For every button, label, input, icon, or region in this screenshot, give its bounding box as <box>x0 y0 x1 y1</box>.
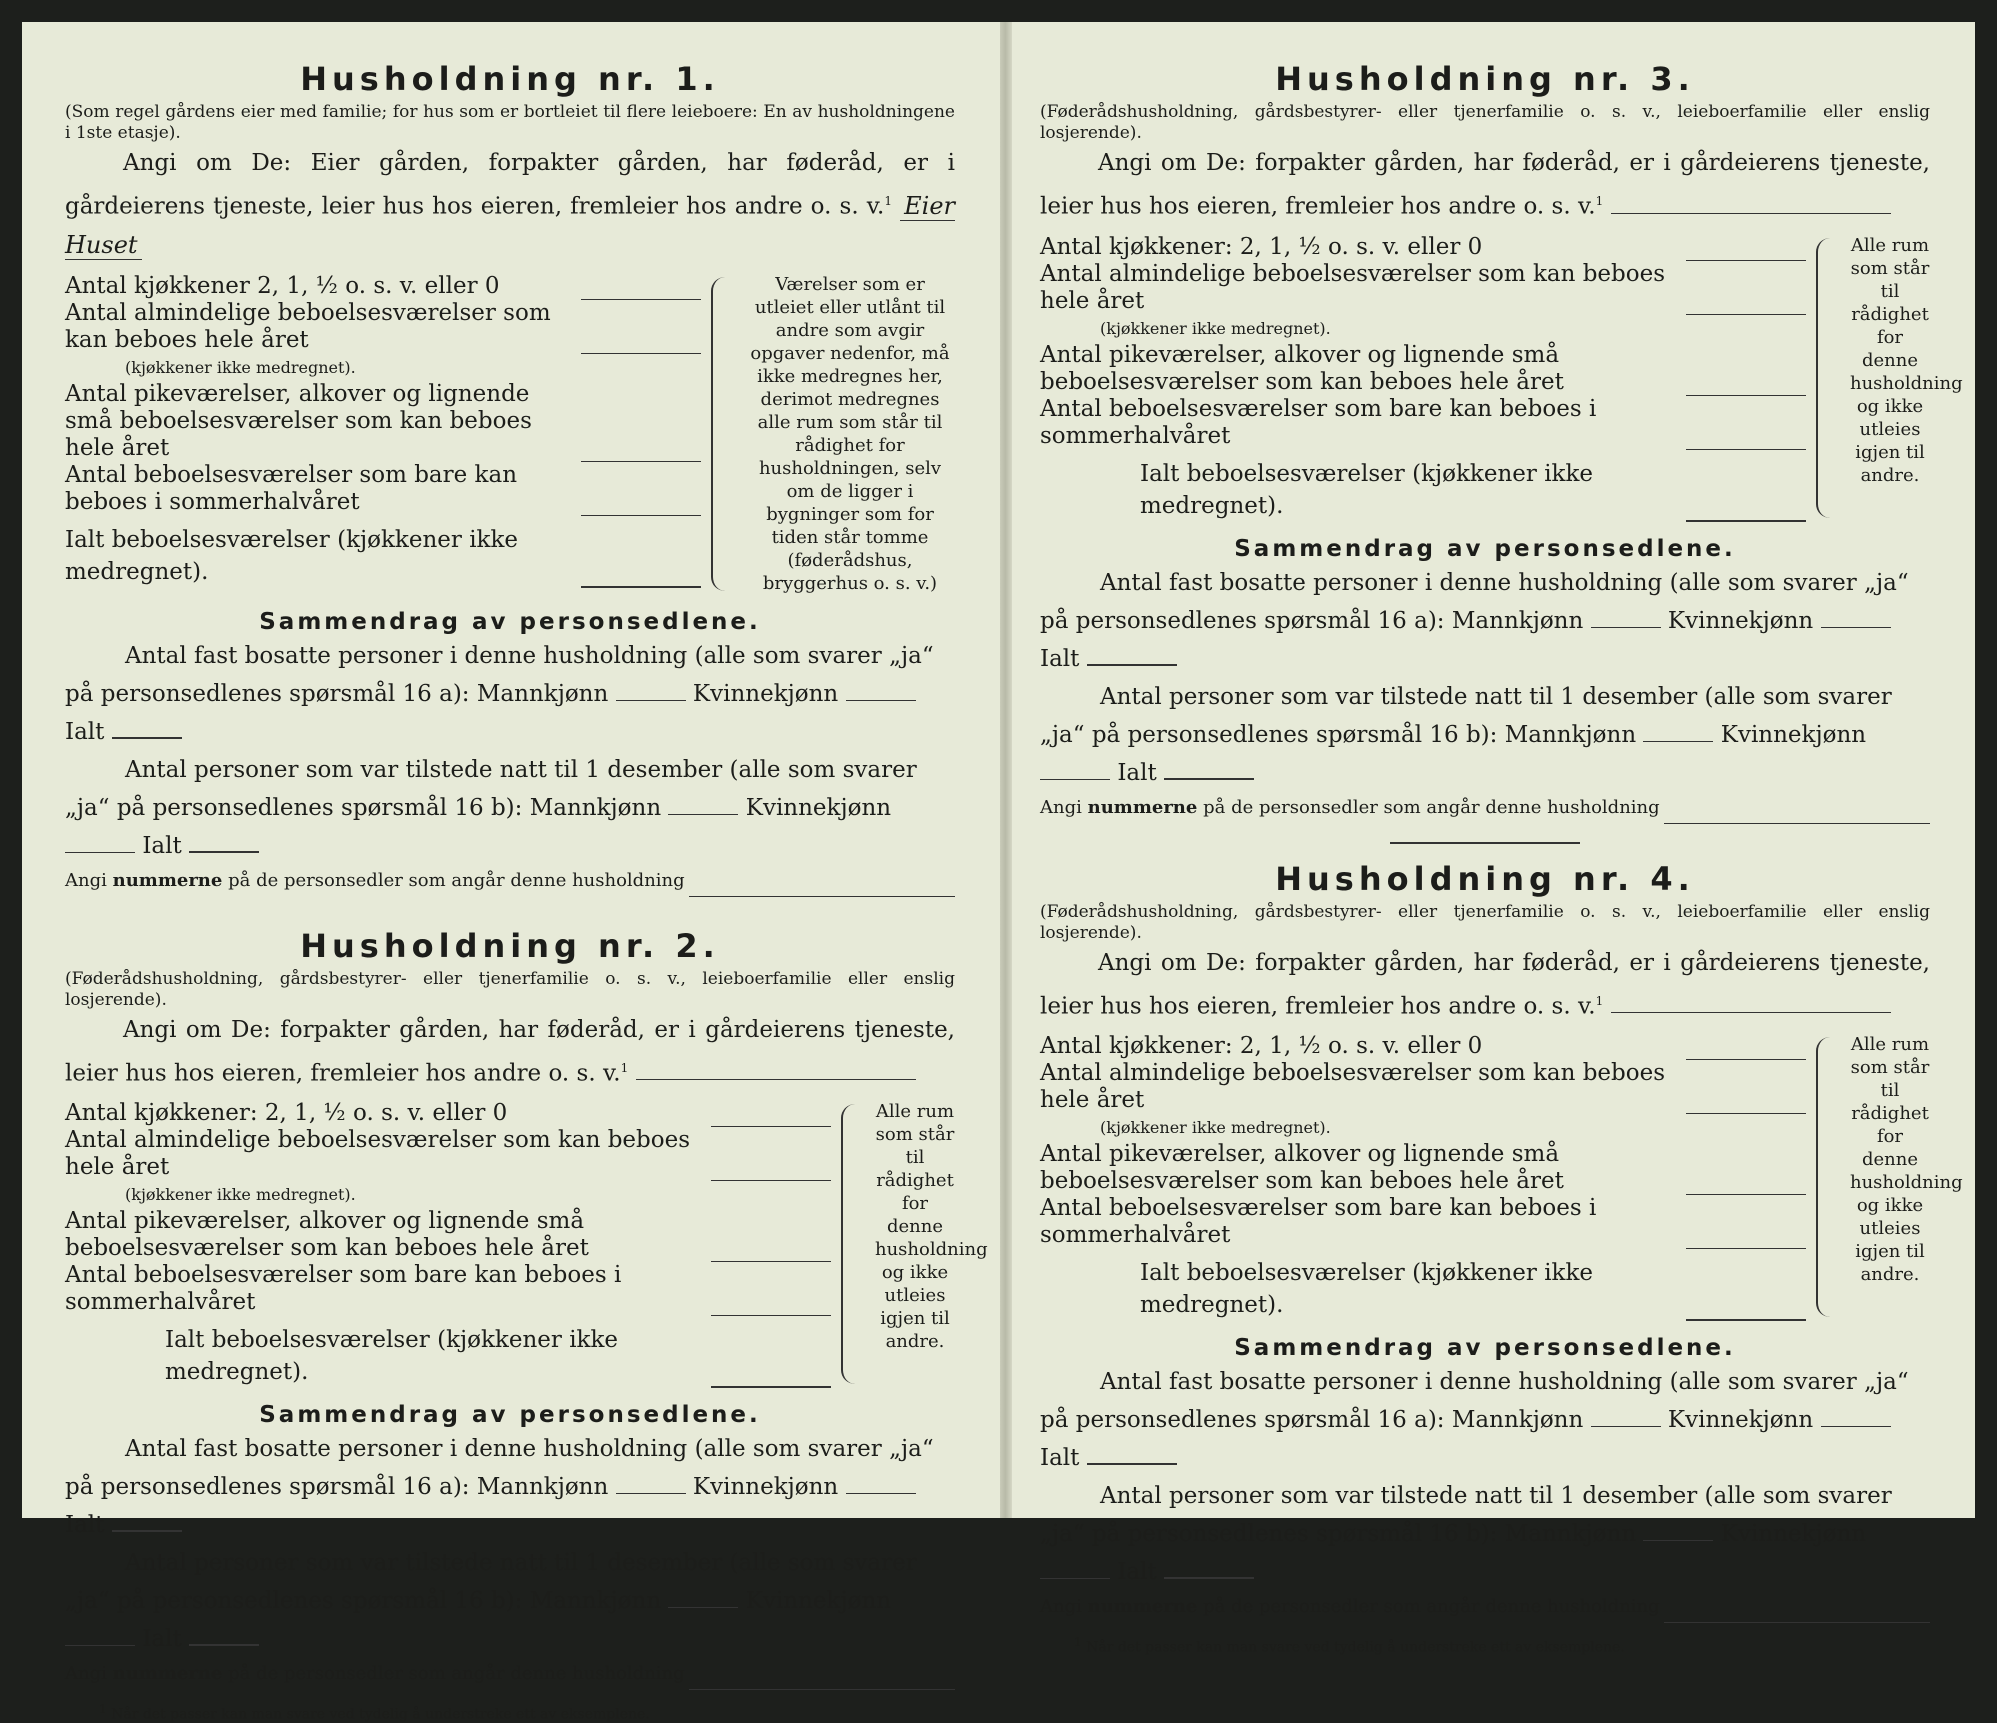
household-3 <box>1040 60 1963 824</box>
residents-total-field[interactable] <box>1087 1445 1177 1465</box>
slip-numbers-pre: Angi <box>1040 796 1082 818</box>
footnote-ref: 1 <box>1595 993 1604 1008</box>
slip-numbers-post: på de personsedler som angår denne husholdning <box>1203 1596 1660 1618</box>
kitchens-field[interactable] <box>1686 1037 1806 1060</box>
brace <box>841 1104 867 1384</box>
rooms-note: Alle rum som står til rådighet for denne husholdning og ikke utleies igjen til andre. <box>875 1101 988 1353</box>
total-rooms-field[interactable] <box>711 1364 831 1388</box>
room-lines <box>1040 234 1806 522</box>
present-male-field[interactable] <box>668 1589 738 1608</box>
slip-numbers-pre: Angi <box>65 869 107 891</box>
ordinary-rooms-label: Antal almindelige beboelsesværelser som kan beboes hele året <box>65 1127 691 1181</box>
residents-female-field[interactable] <box>1821 1408 1891 1427</box>
household-2 <box>65 926 988 1723</box>
footnote-ref: 1 <box>884 194 892 208</box>
slip-numbers-row <box>1040 1591 1930 1623</box>
footnote-text: Når det passer kan man svare ved tydelig å understreke ett av eksemplene. <box>1086 1639 1625 1656</box>
present-total-label: Ialt <box>1117 759 1157 786</box>
present-total-label: Ialt <box>1117 1559 1157 1586</box>
slip-numbers-pre: Angi <box>1040 1596 1082 1618</box>
slip-numbers-bold: nummerne <box>1087 796 1198 818</box>
summer-rooms-field[interactable] <box>1686 1226 1806 1249</box>
footnote <box>65 1702 955 1723</box>
household-intro: (Føderådshusholdning, gårdsbestyrer- eller tjenerfamilie o. s. v., leieboerfamilie eller enslig losjerende). <box>1040 901 1930 943</box>
present-female-label: Kvinnekjønn <box>1720 1521 1867 1548</box>
residents-total-label: Ialt <box>65 1512 105 1539</box>
residents-total-label: Ialt <box>65 718 105 745</box>
present-total-label: Ialt <box>142 832 182 859</box>
present-total-label: Ialt <box>142 1626 182 1653</box>
rooms-note: Alle rum som står til rådighet for denne husholdning og ikke utleies igjen til andre. <box>1850 234 1963 486</box>
residents-male-field[interactable] <box>616 1475 686 1494</box>
ordinary-rooms-label: Antal almindelige beboelsesværelser som kan beboes hele året <box>1040 1060 1666 1114</box>
total-rooms-label: Ialt beboelsesværelser (kjøkkener ikke medregnet). <box>1140 1260 1594 1319</box>
residents-male-field[interactable] <box>1591 1408 1661 1427</box>
summer-rooms-row <box>65 462 701 516</box>
kitchens-excluded-text: (kjøkkener ikke medregnet). <box>1100 318 1331 338</box>
present-row <box>65 1544 955 1658</box>
footnote-text: Når det passer kan man svare ved tydelig å understreke ett av eksemplene. <box>111 1706 650 1723</box>
ordinary-rooms-field[interactable] <box>711 1158 831 1181</box>
household-title: Husholdning nr. 1. <box>300 60 720 98</box>
kitchens-excluded-note <box>1040 1114 1806 1141</box>
slip-numbers-pre: Angi <box>65 1663 107 1685</box>
ordinary-rooms-label: Antal almindelige beboelsesværelser som kan beboes hele året <box>65 299 551 353</box>
present-female-field[interactable] <box>1040 1560 1110 1579</box>
kitchens-excluded-text: (kjøkkener ikke medregnet). <box>1100 1118 1331 1138</box>
present-label: Antal personer som var tilstede natt til 1 desember (alle som svarer „ja“ på personsedlenes spørsmål 16 b): Mannkjønn <box>65 756 917 821</box>
total-rooms-row <box>1040 458 1806 522</box>
summer-rooms-label: Antal beboelsesværelser som bare kan beboes i sommerhalvåret <box>65 1262 622 1316</box>
left-page <box>65 60 988 1723</box>
summer-rooms-field[interactable] <box>1686 427 1806 450</box>
residents-label: Antal fast bosatte personer i denne husholdning (alle som svarer „ja“ på personsedlenes spørsmål 16 a): Mannkjønn <box>65 642 934 707</box>
rooms-note: Alle rum som står til rådighet for denne husholdning og ikke utleies igjen til andre. <box>1850 1034 1963 1286</box>
rooms-note: Værelser som er utleiet eller utlånt til andre som avgir opgaver nedenfor, må ikke medregnes her, derimot medregnes alle rum som står til rådighet for husholdningen, selv om de ligger i bygninger som for tiden står tomme (føderådshus, bryggerhus o. s. v.) <box>750 273 950 594</box>
total-rooms-label: Ialt beboelsesværelser (kjøkkener ikke medregnet). <box>65 526 519 585</box>
slip-numbers-bold: nummerne <box>1087 1596 1198 1618</box>
kitchens-label: Antal kjøkkener: 2, 1, ½ o. s. v. eller 0 <box>1040 1033 1483 1060</box>
small-rooms-label: Antal pikeværelser, alkover og lignende små beboelsesværelser som kan beboes hele året <box>65 1208 589 1262</box>
residents-total-field[interactable] <box>1087 646 1177 666</box>
status-question-text: Angi om De: forpakter gården, har føderåd, er i gårdeierens tjeneste, leier hus hos eieren, fremleier hos andre o. s. v. <box>1040 150 1930 220</box>
small-rooms-field[interactable] <box>581 439 701 462</box>
status-question <box>1040 944 1930 1026</box>
ordinary-rooms-field[interactable] <box>1686 292 1806 315</box>
present-row <box>1040 678 1930 792</box>
residents-male-field[interactable] <box>1591 609 1661 628</box>
residents-female-field[interactable] <box>846 682 916 701</box>
residents-female-label: Kvinnekjønn <box>1667 607 1814 634</box>
present-total-field[interactable] <box>189 833 259 853</box>
slip-numbers-row <box>1040 792 1930 824</box>
room-counts <box>1040 233 1963 522</box>
residents-label: Antal fast bosatte personer i denne husholdning (alle som svarer „ja“ på personsedlenes spørsmål 16 a): Mannkjønn <box>1040 569 1909 634</box>
brace <box>1816 1037 1842 1317</box>
summer-rooms-row <box>1040 1195 1806 1249</box>
status-question-text: Angi om De: Eier gården, forpakter gården, har føderåd, er i gårdeierens tjeneste, leier hus hos eieren, fremleier hos andre o. s. v. <box>65 150 955 220</box>
present-female-label: Kvinnekjønn <box>1720 721 1867 748</box>
total-rooms-label: Ialt beboelsesværelser (kjøkkener ikke medregnet). <box>1140 460 1594 519</box>
present-female-field[interactable] <box>65 1627 135 1646</box>
footnote <box>1040 1635 1930 1656</box>
footnote-marker: 1 <box>99 1702 107 1717</box>
section-divider <box>1390 842 1580 844</box>
status-question <box>65 1011 955 1093</box>
slip-numbers-bold: nummerne <box>112 869 223 891</box>
summer-rooms-row <box>65 1262 831 1316</box>
status-answer[interactable] <box>636 1061 916 1080</box>
status-answer[interactable] <box>1611 994 1891 1013</box>
status-question-text: Angi om De: forpakter gården, har føderåd, er i gårdeierens tjeneste, leier hus hos eieren, fremleier hos andre o. s. v. <box>65 1016 955 1087</box>
household-intro: (Føderådshusholdning, gårdsbestyrer- eller tjenerfamilie o. s. v., leieboerfamilie eller enslig losjerende). <box>65 968 955 1010</box>
kitchens-field[interactable] <box>711 1104 831 1127</box>
total-rooms-field[interactable] <box>1686 498 1806 522</box>
summer-rooms-label: Antal beboelsesværelser som bare kan beboes i sommerhalvåret <box>1040 1195 1597 1249</box>
slip-numbers-field[interactable] <box>689 1671 955 1690</box>
kitchens-row <box>1040 1033 1806 1060</box>
slip-numbers-field[interactable] <box>1664 805 1930 824</box>
kitchens-row <box>65 273 701 300</box>
slip-numbers-post: på de personsedler som angår denne husholdning <box>228 869 685 891</box>
total-rooms-field[interactable] <box>1686 1297 1806 1321</box>
small-rooms-label: Antal pikeværelser, alkover og lignende små beboelsesværelser som kan beboes hele året <box>1040 341 1564 395</box>
kitchens-field[interactable] <box>581 277 701 300</box>
summary-title: Sammendrag av personsedlene. <box>1234 1335 1736 1362</box>
ordinary-rooms-row <box>65 1127 831 1181</box>
summer-rooms-label: Antal beboelsesværelser som bare kan beboes i sommerhalvåret <box>1040 395 1597 449</box>
kitchens-label: Antal kjøkkener: 2, 1, ½ o. s. v. eller 0 <box>65 1100 508 1127</box>
ordinary-rooms-row <box>65 300 701 354</box>
residents-row <box>1040 1363 1930 1477</box>
present-label: Antal personer som var tilstede natt til 1 desember (alle som svarer „ja“ på personsedlenes spørsmål 16 b): Mannkjønn <box>65 1550 917 1615</box>
room-counts <box>65 273 955 595</box>
household-intro: (Føderådshusholdning, gårdsbestyrer- eller tjenerfamilie o. s. v., leieboerfamilie eller enslig losjerende). <box>1040 102 1930 143</box>
kitchens-row <box>65 1100 831 1127</box>
summer-rooms-field[interactable] <box>711 1293 831 1316</box>
ordinary-rooms-row <box>1040 1060 1806 1114</box>
small-rooms-label: Antal pikeværelser, alkover og lignende små beboelsesværelser som kan beboes hele året <box>65 380 532 461</box>
kitchens-row <box>1040 234 1806 261</box>
slip-numbers-row <box>65 1658 955 1690</box>
page-fold <box>1000 22 1012 1518</box>
summer-rooms-label: Antal beboelsesværelser som bare kan beboes i sommerhalvåret <box>65 461 518 515</box>
summer-rooms-field[interactable] <box>581 493 701 516</box>
present-male-field[interactable] <box>1643 1522 1713 1541</box>
kitchens-field[interactable] <box>1686 238 1806 261</box>
slip-numbers-bold: nummerne <box>112 1663 223 1685</box>
present-female-field[interactable] <box>1040 761 1110 780</box>
household-title: Husholdning nr. 2. <box>300 926 720 965</box>
household-title: Husholdning nr. 4. <box>1275 859 1695 898</box>
status-answer[interactable]: Eier Huset <box>65 191 955 259</box>
present-row <box>1040 1477 1930 1591</box>
room-counts <box>1040 1033 1963 1321</box>
small-rooms-field[interactable] <box>711 1239 831 1262</box>
small-rooms-row <box>65 381 701 462</box>
present-female-label: Kvinnekjønn <box>745 794 892 821</box>
residents-female-label: Kvinnekjønn <box>1667 1407 1814 1434</box>
present-male-field[interactable] <box>1643 723 1713 742</box>
footnote-marker: 1 <box>1074 1635 1082 1650</box>
slip-numbers-row <box>65 865 955 897</box>
kitchens-excluded-note <box>65 354 701 381</box>
small-rooms-field[interactable] <box>1686 373 1806 396</box>
residents-female-label: Kvinnekjønn <box>692 1474 839 1501</box>
summary-title: Sammendrag av personsedlene. <box>1234 535 1736 562</box>
household-4 <box>1040 859 1963 1656</box>
total-rooms-row <box>65 524 701 588</box>
residents-label: Antal fast bosatte personer i denne husholdning (alle som svarer „ja“ på personsedlenes spørsmål 16 a): Mannkjønn <box>65 1436 934 1501</box>
kitchens-excluded-note <box>65 1181 831 1208</box>
small-rooms-row <box>1040 342 1806 396</box>
residents-row <box>65 637 955 751</box>
footnote-ref: 1 <box>1595 194 1604 208</box>
present-total-field[interactable] <box>1164 1559 1254 1579</box>
room-lines <box>1040 1033 1806 1321</box>
residents-label: Antal fast bosatte personer i denne husholdning (alle som svarer „ja“ på personsedlenes spørsmål 16 a): Mannkjønn <box>1040 1369 1909 1434</box>
present-female-field[interactable] <box>65 834 135 853</box>
status-question <box>1040 144 1930 226</box>
summary-title: Sammendrag av personsedlene. <box>259 608 761 635</box>
ordinary-rooms-field[interactable] <box>1686 1091 1806 1114</box>
present-female-label: Kvinnekjønn <box>745 1588 892 1615</box>
residents-female-label: Kvinnekjønn <box>692 680 839 707</box>
present-total-field[interactable] <box>189 1626 259 1646</box>
right-page <box>1040 60 1963 1656</box>
summary-title: Sammendrag av personsedlene. <box>259 1402 761 1429</box>
kitchens-excluded-note <box>1040 315 1806 342</box>
residents-total-field[interactable] <box>112 1512 182 1532</box>
kitchens-label: Antal kjøkkener: 2, 1, ½ o. s. v. eller 0 <box>1040 233 1483 260</box>
residents-total-label: Ialt <box>1040 645 1080 672</box>
brace <box>1816 238 1842 518</box>
brace <box>711 277 737 591</box>
small-rooms-label: Antal pikeværelser, alkover og lignende små beboelsesværelser som kan beboes hele året <box>1040 1141 1564 1195</box>
present-total-field[interactable] <box>1164 760 1254 780</box>
residents-total-field[interactable] <box>112 719 182 739</box>
kitchens-excluded-text: (kjøkkener ikke medregnet). <box>125 1185 356 1205</box>
household-1 <box>65 60 955 897</box>
residents-female-field[interactable] <box>846 1475 916 1494</box>
footnote-ref: 1 <box>620 1060 629 1075</box>
present-row <box>65 751 955 865</box>
small-rooms-field[interactable] <box>1686 1172 1806 1195</box>
status-question-text: Angi om De: forpakter gården, har føderåd, er i gårdeierens tjeneste, leier hus hos eieren, fremleier hos andre o. s. v. <box>1040 949 1930 1020</box>
room-counts <box>65 1100 988 1388</box>
present-label: Antal personer som var tilstede natt til 1 desember (alle som svarer „ja“ på personsedlenes spørsmål 16 b): Mannkjønn <box>1040 683 1892 748</box>
ordinary-rooms-field[interactable] <box>581 331 701 354</box>
slip-numbers-post: på de personsedler som angår denne husholdning <box>228 1663 685 1685</box>
summer-rooms-row <box>1040 396 1806 450</box>
total-rooms-row <box>1040 1257 1806 1321</box>
small-rooms-row <box>65 1208 831 1262</box>
residents-row <box>1040 564 1930 678</box>
small-rooms-row <box>1040 1141 1806 1195</box>
status-question <box>65 144 955 265</box>
residents-total-label: Ialt <box>1040 1445 1080 1472</box>
room-lines <box>65 1100 831 1388</box>
household-intro: (Som regel gårdens eier med familie; for hus som er bortleiet til flere leieboere: En av husholdningene i 1ste etasje). <box>65 102 955 143</box>
slip-numbers-post: på de personsedler som angår denne husholdning <box>1203 796 1660 818</box>
residents-female-field[interactable] <box>1821 609 1891 628</box>
residents-row <box>65 1430 955 1544</box>
present-male-field[interactable] <box>668 796 738 815</box>
present-label: Antal personer som var tilstede natt til 1 desember (alle som svarer „ja“ på personsedlenes spørsmål 16 b): Mannkjønn <box>1040 1483 1892 1548</box>
slip-numbers-field[interactable] <box>689 878 955 897</box>
ordinary-rooms-row <box>1040 261 1806 315</box>
total-rooms-label: Ialt beboelsesværelser (kjøkkener ikke medregnet). <box>165 1327 619 1386</box>
kitchens-label: Antal kjøkkener 2, 1, ½ o. s. v. eller 0 <box>65 272 500 299</box>
ordinary-rooms-label: Antal almindelige beboelsesværelser som kan beboes hele året <box>1040 260 1666 314</box>
total-rooms-row <box>65 1324 831 1388</box>
status-answer[interactable] <box>1611 195 1891 214</box>
residents-male-field[interactable] <box>616 682 686 701</box>
kitchens-excluded-text: (kjøkkener ikke medregnet). <box>125 357 356 377</box>
slip-numbers-field[interactable] <box>1664 1604 1930 1623</box>
household-title: Husholdning nr. 3. <box>1275 60 1695 98</box>
total-rooms-field[interactable] <box>581 564 701 588</box>
room-lines <box>65 273 701 595</box>
